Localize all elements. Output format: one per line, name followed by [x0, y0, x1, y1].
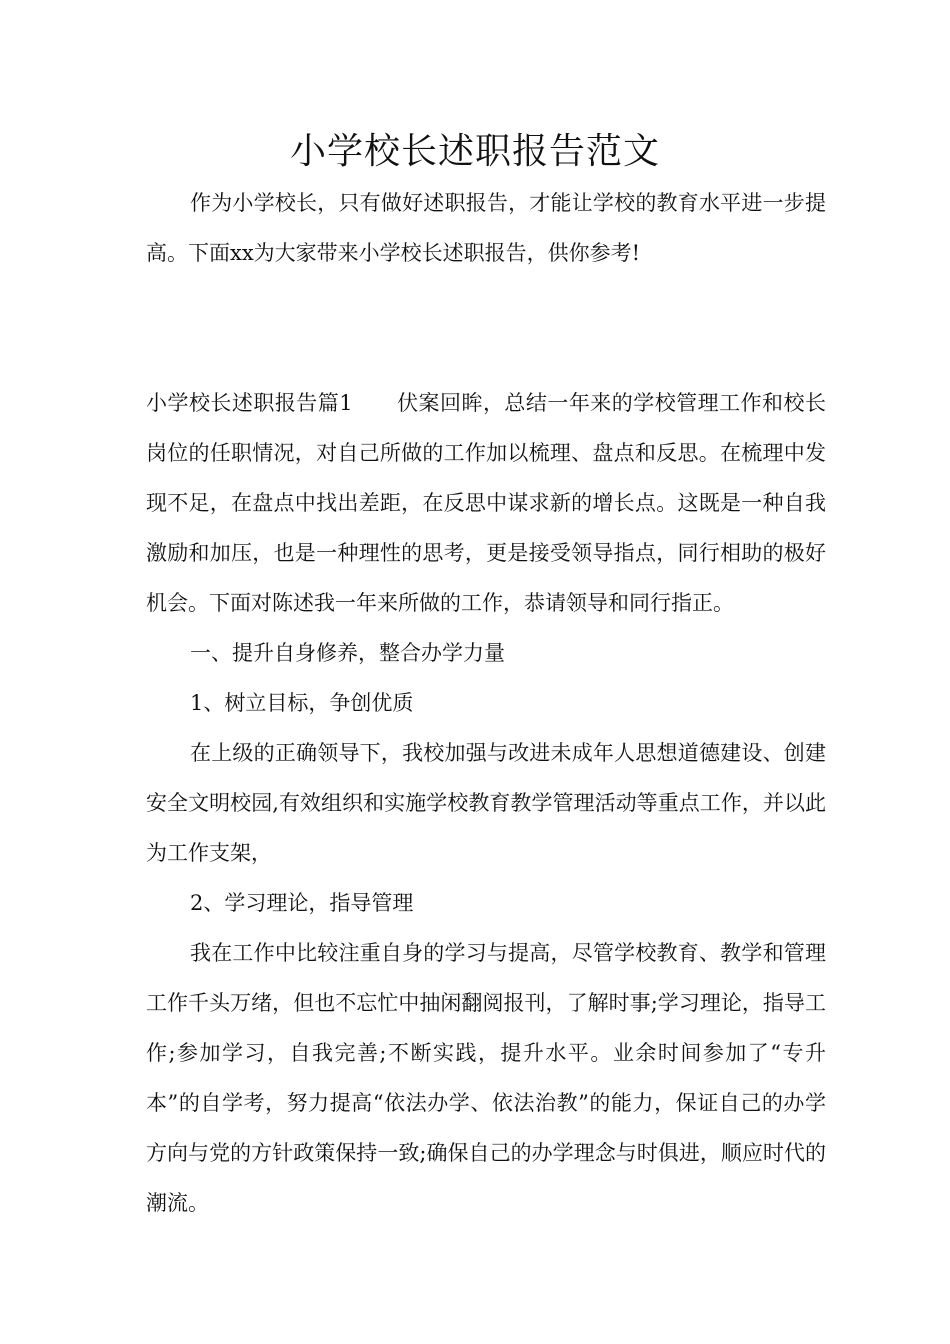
section-title: 小学校长述职报告篇1	[146, 391, 353, 415]
heading-level-1: 一、提升自身修养，整合办学力量	[190, 641, 505, 665]
subheading-1: 1、树立目标，争创优质	[190, 691, 414, 715]
paragraph-3: 我在工作中比较注重自身的学习与提高，尽管学校教育、教学和管理工作千头万绪，但也不忘忙中抽闲翻阅报刊，了解时事;学习理论，指导工作;参加学习，自我完善;不断实践，提升水平。业余时间参加了“专升本”的自学考，努力提高“依法办学、依法治教”的能力，保证自己的办学方向与党的方针政策保持一致;确保自己的办学理念与时俱进，顺应时代的潮流。	[146, 941, 826, 1215]
subheading-2: 2、学习理论，指导管理	[190, 891, 414, 915]
document-title: 小学校长述职报告范文	[289, 131, 660, 172]
section-first-paragraph	[146, 378, 826, 628]
paragraph-1-text: 伏案回眸，总结一年来的学校管理工作和校长岗位的任职情况，对自己所做的工作加以梳理、盘点和反思。在梳理中发现不足，在盘点中找出差距，在反思中谋求新的增长点。这既是一种自我激励和加压，也是一种理性的思考，更是接受领导指点，同行相助的极好机会。下面对陈述我一年来所做的工作，恭请领导和同行指正。	[146, 391, 826, 615]
intro-paragraph: 作为小学校长，只有做好述职报告，才能让学校的教育水平进一步提高。下面xx为大家带来小学校长述职报告，供你参考!	[146, 191, 826, 265]
document-body	[146, 178, 826, 1228]
section-spacer	[146, 278, 826, 378]
paragraph-2: 在上级的正确领导下，我校加强与改进未成年人思想道德建设、创建安全文明校园,有效组织和实施学校教育教学管理活动等重点工作，并以此为工作支架，	[146, 741, 826, 865]
